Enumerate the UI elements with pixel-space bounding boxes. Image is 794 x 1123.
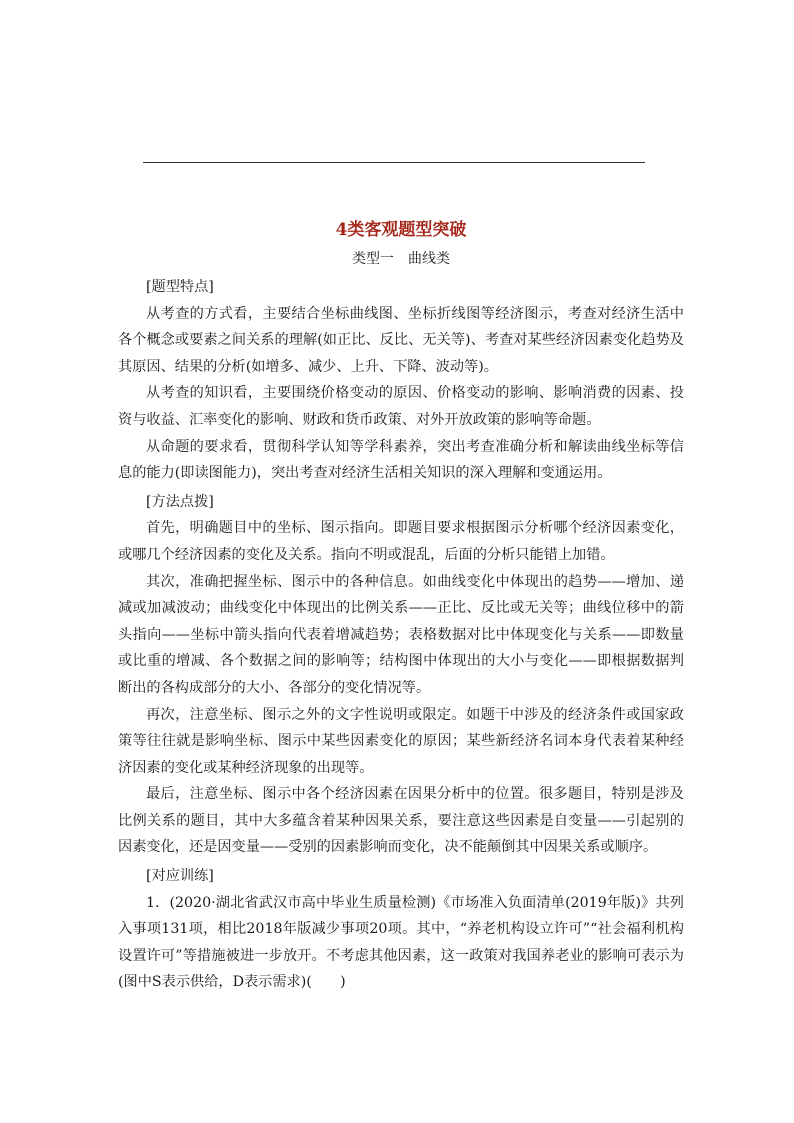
features-tag: [题型特点] [146, 279, 214, 295]
methods-paragraph-4: 最后，注意坐标、图示中各个经济因素在因果分析中的位置。很多题目，特别是涉及比例关系的题目，其中大多蕴含着某种因果关系，要注意这些因素是自变量——引起别的因素变化，还是因变量——受别的因素影响而变化，决不能颠倒其中因果关系或顺序。 [118, 786, 684, 856]
header-rule [143, 162, 645, 163]
document-body [118, 218, 684, 996]
methods-paragraph-1: 首先，明确题目中的坐标、图示指向。即题目要求根据图示分析哪个经济因素变化，或哪几个经济因素的变化及关系。指向不明或混乱，后面的分析只能错上加错。 [118, 520, 684, 563]
page-title: 4类客观题型突破 [335, 220, 467, 240]
subtitle-name: 曲线类 [408, 251, 450, 267]
methods-tag: [方法点拨] [146, 493, 214, 510]
subtitle-type: 类型一 [352, 251, 394, 267]
question-1: 1．(2020·湖北省武汉市高中毕业生质量检测)《市场准入负面清单(2019年版)》共列入事项131项，相比2018年版减少事项20项。其中，“养老机构设立许可”“社会福利机构设置许可”等措施被进一步放开。不考虑其他因素，这一政策对我国养老业的影响可表示为(图中S表示供给，D表示需求)( ) [118, 894, 684, 991]
features-paragraph-1: 从考查的方式看，主要结合坐标曲线图、坐标折线图等经济图示，考查对经济生活中各个概念或要素之间关系的理解(如正比、反比、无关等)、考查对某些经济因素变化趋势及其原因、结果的分析(如增多、减少、上升、下降、波动等)。 [118, 305, 684, 375]
features-paragraph-3: 从命题的要求看，贯彻科学认知等学科素养，突出考查准确分析和解读曲线坐标等信息的能力(即读图能力)，突出考查对经济生活相关知识的深入理解和变通运用。 [118, 438, 684, 482]
section-subtitle [118, 248, 684, 270]
methods-paragraph-3: 再次，注意坐标、图示之外的文字性说明或限定。如题干中涉及的经济条件或国家政策等往往就是影响坐标、图示中某些因素变化的原因；某些新经济名词本身代表着某种经济因素的变化或某种经济现象的出现等。 [118, 706, 684, 776]
methods-paragraph-2: 其次，准确把握坐标、图示中的各种信息。如曲线变化中体现出的趋势——增加、递减或加减波动；曲线变化中体现出的比例关系——正比、反比或无关等；曲线位移中的箭头指向——坐标中箭头指向代表着增减趋势；表格数据对比中体现变化与关系——即数量或比重的增减、各个数据之间的影响等；结构图中体现出的大小与变化——即根据数据判断出的各构成部分的大小、各部分的变化情况等。 [118, 573, 684, 696]
features-paragraph-2: 从考查的知识看，主要围绕价格变动的原因、价格变动的影响、影响消费的因素、投资与收益、汇率变化的影响、财政和货币政策、对外开放政策的影响等命题。 [118, 385, 684, 428]
practice-tag: [对应训练] [146, 868, 214, 885]
